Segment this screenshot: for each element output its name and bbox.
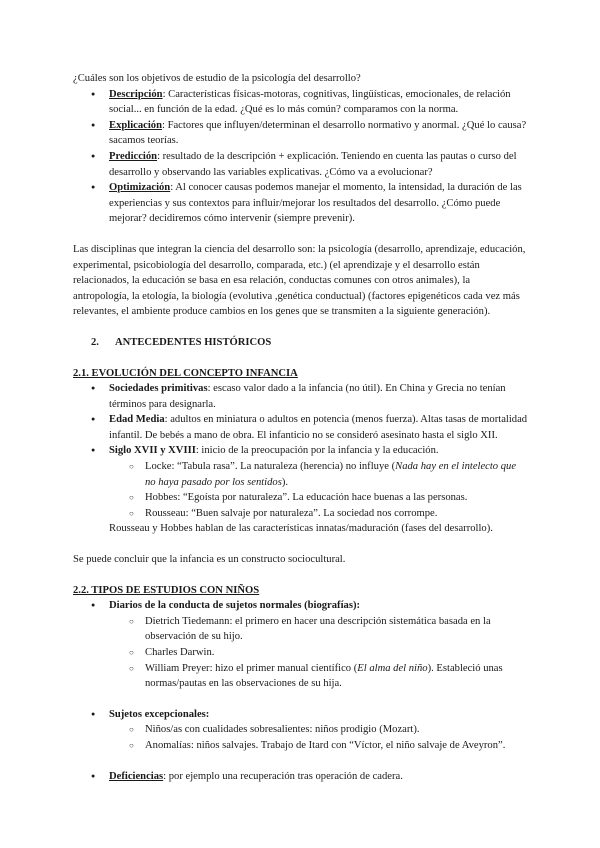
objective-term: Optimización	[109, 182, 171, 194]
item-term: Diarios de la conducta de sujetos normales (biografías):	[109, 600, 360, 612]
objective-text: : resultado de la descripción + explicación. Teniendo en cuenta las pautas o curso del desarrollo y observando las variables explicativas. ¿Cómo va a evolucionar?	[109, 150, 517, 178]
sub-item-quote: Nada hay en el intelecto que no haya pasado por los sentidos	[145, 461, 517, 488]
sub-item-after: ).	[281, 476, 289, 488]
list-item	[73, 707, 528, 754]
sub-list-item	[73, 722, 528, 738]
sub-list-item	[73, 459, 528, 490]
exceptional-list	[73, 707, 528, 754]
list-item	[73, 598, 528, 692]
sub-item-text: Charles Darwin.	[145, 647, 215, 658]
exceptional-sublist	[109, 722, 528, 753]
item-text: : por ejemplo una recuperación tras operación de cadera.	[163, 770, 403, 782]
sub-item-book-title: El alma del niño	[357, 662, 428, 674]
sub-list-item	[73, 738, 528, 754]
list-item	[73, 180, 528, 227]
item-term: Sociedades primitivas	[109, 383, 208, 395]
subsection-title: 2.2. TIPOS DE ESTUDIOS CON NIÑOS	[73, 584, 260, 596]
sub-list-item	[73, 661, 528, 692]
item-term: Deficiencias	[109, 770, 164, 782]
section-title: ANTECEDENTES HISTÓRICOS	[115, 336, 272, 348]
sub-item-text: Anomalías: niños salvajes. Trabajo de Itard con “Víctor, el niño salvaje de Aveyron”.	[145, 739, 506, 751]
diaries-list	[109, 614, 528, 692]
conclusion-text: Se puede concluir que la infancia es un constructo sociocultural.	[73, 554, 346, 566]
list-item	[73, 149, 528, 180]
disciplines-paragraph: Las disciplinas que integran la ciencia del desarrollo son: la psicología (desarrollo, aprendizaje, educación, experimental, psicobiología del desarrollo, comparada, etc.) (el aprendizaje y el desarrollo están relacionados, la educación se basa en esa relación, conductas comunes con otros animales), la antropología, la etología, la biología (evolutiva ,genética conductual) (factores epigenéticos cada vez más relevantes, el ambiente produce cambios en los genes que se transmiten a la siguiente generación).	[73, 243, 526, 318]
intro-question: ¿Cuáles son los objetivos de estudio de la psicología del desarrollo?	[73, 73, 361, 84]
objective-term: Predicción	[109, 150, 158, 162]
list-item	[73, 443, 528, 521]
sub-list-item	[73, 490, 528, 506]
section-heading	[73, 335, 528, 351]
list-item	[73, 412, 528, 443]
list-item	[73, 118, 528, 149]
item-term: Edad Media	[109, 414, 165, 426]
sub-item-text: William Preyer: hizo el primer manual científico (	[145, 662, 358, 674]
sub-item-text: Dietrich Tiedemann: el primero en hacer una descripción sistemática basada en la observación de su hijo.	[145, 615, 491, 643]
sub-list-item	[73, 506, 528, 522]
item-term: Siglo XVII y XVIII	[109, 445, 196, 457]
objective-term: Descripción	[109, 88, 163, 100]
item-text: : inicio de la preocupación por la infancia y la educación.	[195, 445, 439, 457]
objective-text: : Factores que influyen/determinan el desarrollo normativo y anormal. ¿Qué lo causa? sacamos teorías.	[109, 119, 527, 147]
sub-item-text: Niños/as con cualidades sobresalientes: niños prodigio (Mozart).	[145, 724, 420, 736]
section-number: 2.	[91, 336, 99, 348]
list-item	[73, 381, 528, 412]
document-content	[73, 71, 528, 784]
philosophers-list	[109, 459, 528, 521]
sub-item-after: ). Estableció unas normas/pautas en las observaciones de su hija.	[145, 662, 503, 690]
infancy-list	[73, 381, 528, 521]
deficiencies-list	[73, 769, 528, 785]
sub-list-item	[73, 614, 528, 645]
list-item	[73, 87, 528, 118]
objective-term: Explicación	[109, 119, 162, 131]
rousseau-hobbes-note: Rousseau y Hobbes hablan de las características innatas/maduración (fases del desarrollo).	[109, 523, 493, 535]
sub-item-text: Locke: “Tabula rasa”. La naturaleza (herencia) no influye (	[145, 461, 396, 473]
sub-list-item	[73, 645, 528, 661]
item-text: : escaso valor dado a la infancia (no útil). En China y Grecia no tenían términos para designarla.	[109, 383, 506, 410]
studies-list	[73, 598, 528, 692]
objectives-list	[73, 87, 528, 227]
sub-item-text: Hobbes: “Egoísta por naturaleza”. La educación hace buenas a las personas.	[145, 492, 468, 504]
objective-text: : Al conocer causas podemos manejar el momento, la intensidad, la duración de las experiencias y sus contextos para influir/mejorar los resultados del desarrollo. ¿Cómo puede mejorar? decidiremos cómo intervenir (siempre prevenir).	[109, 182, 522, 225]
item-term: Sujetos excepcionales:	[109, 708, 210, 720]
objective-text: : Características físicas-motoras, cognitivas, lingüísticas, emocionales, de relación social... en función de la edad. ¿Qué es lo más común? comparamos con la norma.	[109, 88, 511, 116]
list-item	[73, 769, 528, 785]
sub-item-text: Rousseau: “Buen salvaje por naturaleza”. La sociedad nos corrompe.	[145, 507, 438, 519]
subsection-title: 2.1. EVOLUCIÓN DEL CONCEPTO INFANCIA	[73, 367, 298, 379]
item-text: : adultos en miniatura o adultos en potencia (menos fuerza). Altas tasas de mortalidad infantil. De bebés a mano de obra. El infanticio no se consideró asesinato hasta el siglo XII.	[109, 414, 528, 441]
